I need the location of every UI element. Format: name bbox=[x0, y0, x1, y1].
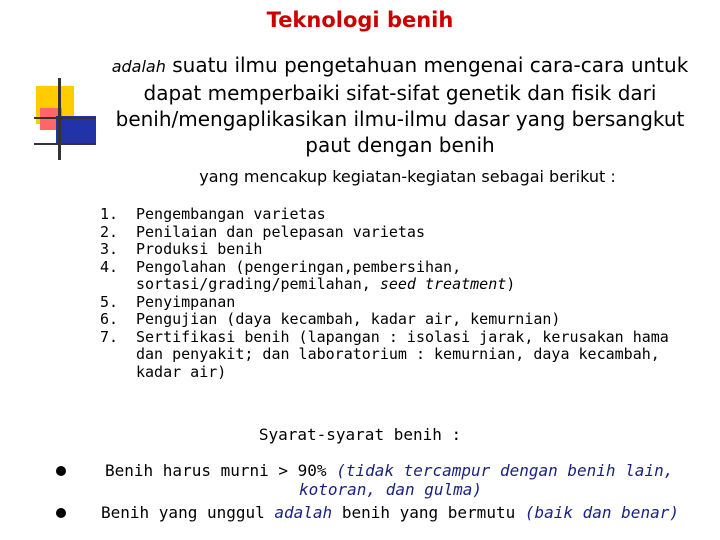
list-item: 1. Pengembangan varietas bbox=[100, 205, 326, 223]
decor-vertical-line bbox=[58, 78, 61, 160]
list-item: 3. Produksi benih bbox=[100, 240, 263, 258]
requirement-1: Benih harus murni > 90% (tidak tercampur dengan benih lain, kotoran, dan gulma) bbox=[105, 461, 674, 499]
definition-lead-word: adalah bbox=[111, 57, 166, 76]
definition-line-4: paut dengan benih bbox=[305, 133, 495, 157]
activities-list bbox=[100, 206, 706, 381]
page-title: Teknologi benih bbox=[266, 8, 454, 32]
requirements-title: Syarat-syarat benih : bbox=[258, 425, 462, 444]
list-item: 4. Pengolahan (pengeringan,pembersihan, sortasi/grading/pemilahan, seed treatment) bbox=[100, 257, 516, 293]
definition-paragraph bbox=[82, 52, 718, 158]
list-item: 6. Pengujian (daya kecambah, kadar air, kemurnian) bbox=[100, 310, 561, 328]
list-item: 5. Penyimpanan bbox=[100, 292, 236, 311]
requirement-2: Benih yang unggul adalah benih yang bermutu (baik dan benar) bbox=[101, 503, 679, 522]
definition-line-2: dapat memperbaiki sifat-sifat genetik dan fisik dari bbox=[143, 81, 657, 105]
list-item: 7. Sertifikasi benih (lapangan : isolasi jarak, kerusakan hama dan penyakit; dan laboratorium : kemurnian, daya kecambah, kadar air) bbox=[100, 327, 669, 381]
list-item: 2. Penilaian dan pelepasan varietas bbox=[100, 222, 425, 241]
activities-lead-in: yang mencakup kegiatan-kegiatan sebagai berikut : bbox=[199, 167, 616, 186]
definition-line-1: adalah suatu ilmu pengetahuan mengenai cara-cara untuk bbox=[111, 53, 689, 77]
bullet-icon bbox=[56, 466, 66, 476]
bullet-icon bbox=[56, 508, 66, 518]
definition-line-3: benih/mengaplikasikan ilmu-ilmu dasar yang bersangkut bbox=[115, 107, 685, 131]
